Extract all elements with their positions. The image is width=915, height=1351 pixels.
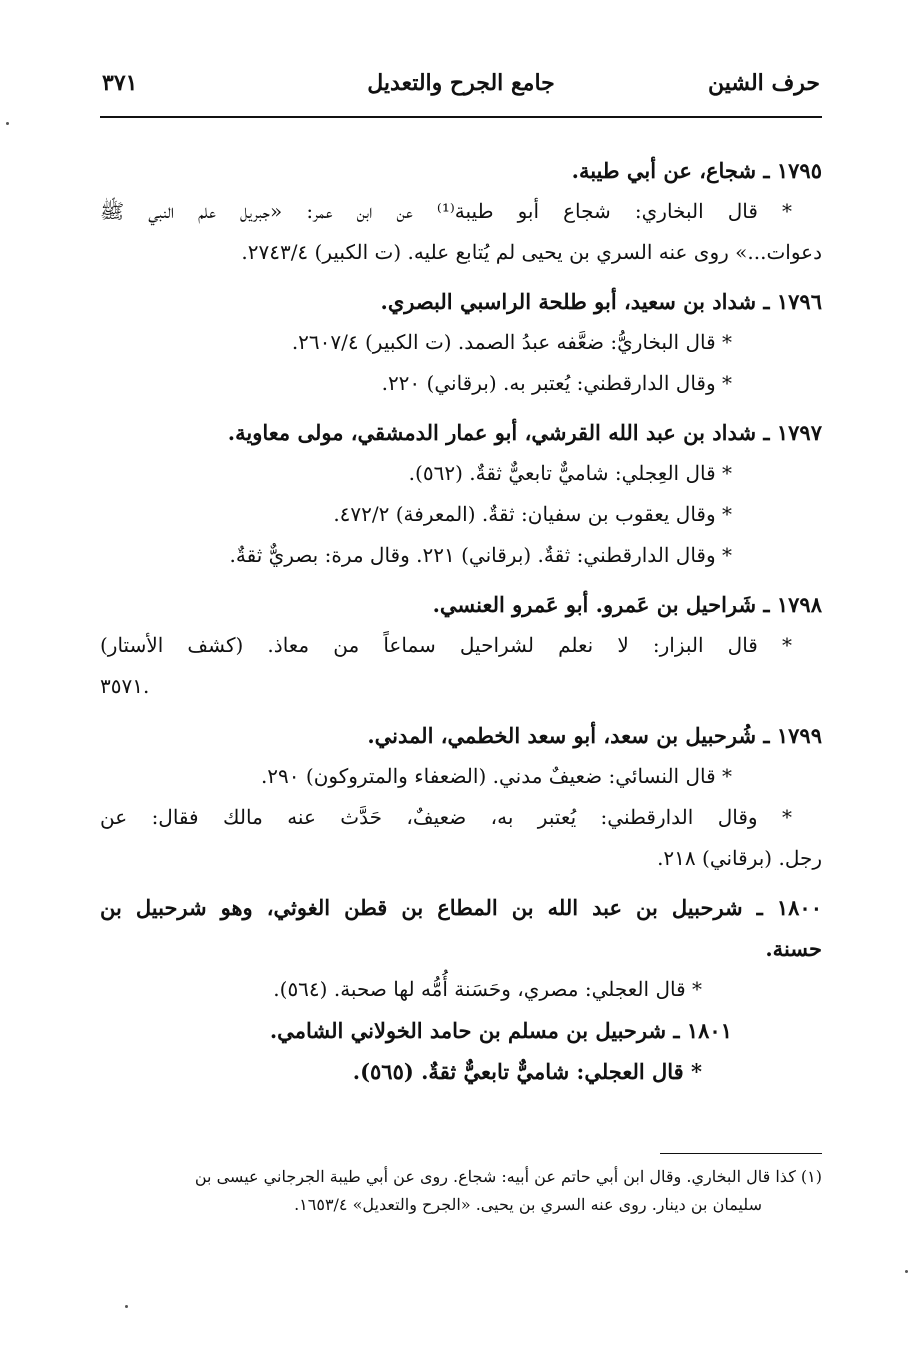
entry-heading: ١٧٩٩ ـ شُرحبيل بن سعد، أبو سعد الخطمي، المدني. <box>367 723 822 748</box>
entry-text-line: * قال البخاريُّ: ضعَّفه عبدُ الصمد. (ت الكبير) ٢٦٠٧/٤. <box>291 330 732 354</box>
footnote-line: (١) كذا قال البخاري. وقال ابن أبي حاتم عن أبيه: شجاع. روى عن أبي طيبة الجرجاني عيسى بن <box>194 1167 822 1186</box>
entry-heading-continued: حسنة. <box>765 936 822 961</box>
entry-text-line: * قال العجلي: مصري، وحَسَنة أُمُّه لها صحبة. (٥٦٤). <box>273 977 702 1001</box>
scan-speck <box>6 122 9 125</box>
entry-text-line: * قال البزار: لا نعلم لشراحيل سماعاً من معاذ. (كشف الأستار) <box>100 633 792 657</box>
footnote-line: سليمان بن دينار. روى عنه السري بن يحيى. «الجرح والتعديل» ١٦٥٣/٤. <box>294 1195 762 1214</box>
entry-text-line: * قال البخاري: شجاع أبو طيبة⁽¹⁾ عن ابن عمر: «جبريل علم النبي ﷺ <box>100 199 792 223</box>
book-title: جامع الجرح والتعديل <box>367 70 555 96</box>
scan-speck <box>905 1270 908 1273</box>
footnote <box>100 1163 822 1219</box>
entry-heading-1801: ١٨٠١ ـ شرحبيل بن مسلم بن حامد الخولاني الشامي. <box>269 1018 732 1043</box>
entry-heading: ١٧٩٨ ـ شَراحيل بن عَمرو. أبو عَمرو العنسي. <box>432 592 822 617</box>
entry-1797 <box>100 412 822 576</box>
entry-text-line: * وقال يعقوب بن سفيان: ثقةٌ. (المعرفة) ٤٧٢/٢. <box>333 502 732 526</box>
entry-heading: ١٧٩٥ ـ شجاع، عن أبي طيبة. <box>571 158 822 183</box>
entry-text-line: رجل. (برقاني) ٢١٨. <box>657 846 822 870</box>
footnote-divider <box>660 1153 822 1154</box>
entry-text-line: * وقال الدارقطني: يُعتبر به، ضعيفٌ، حَدَّث عنه مالك فقال: عن <box>100 805 792 829</box>
entry-1795 <box>100 150 822 273</box>
entry-text-line: ٣٥٧١. <box>100 674 150 698</box>
entry-heading: ١٧٩٧ ـ شداد بن عبد الله القرشي، أبو عمار الدمشقي، مولى معاوية. <box>227 420 822 445</box>
entry-text-line: * قال العِجلي: شاميٌّ تابعيٌّ ثقةٌ. (٥٦٢). <box>408 461 732 485</box>
chapter-title: حرف الشين <box>707 70 820 96</box>
running-header <box>100 62 822 118</box>
page-body <box>100 150 822 1100</box>
entry-text-line: * قال النسائي: ضعيفٌ مدني. (الضعفاء والمتروكون) ٢٩٠. <box>260 764 732 788</box>
entry-1800 <box>100 887 822 1092</box>
entry-text-line: * وقال الدارقطني: يُعتبر به. (برقاني) ٢٢٠. <box>381 371 732 395</box>
entry-text-line: دعوات...» روى عنه السري بن يحيى لم يُتابع عليه. (ت الكبير) ٢٧٤٣/٤. <box>241 240 822 264</box>
entry-heading: ١٨٠٠ ـ شرحبيل بن عبد الله بن المطاع بن قطن الغوثي، وهو شرحبيل بن <box>100 895 822 920</box>
entry-heading: ١٧٩٦ ـ شداد بن سعيد، أبو طلحة الراسبي البصري. <box>380 289 822 314</box>
entry-1796 <box>100 281 822 404</box>
entry-text-line: * وقال الدارقطني: ثقةٌ. (برقاني) ٢٢١. وقال مرة: بصريٌّ ثقةٌ. <box>229 543 732 567</box>
scan-speck <box>125 1305 128 1308</box>
page-number: ٣٧١ <box>102 70 138 96</box>
entry-1798 <box>100 584 822 707</box>
entry-1799 <box>100 715 822 879</box>
entry-text-line: * قال العجلي: شاميٌّ تابعيٌّ ثقةٌ. (٥٦٥). <box>352 1059 702 1084</box>
